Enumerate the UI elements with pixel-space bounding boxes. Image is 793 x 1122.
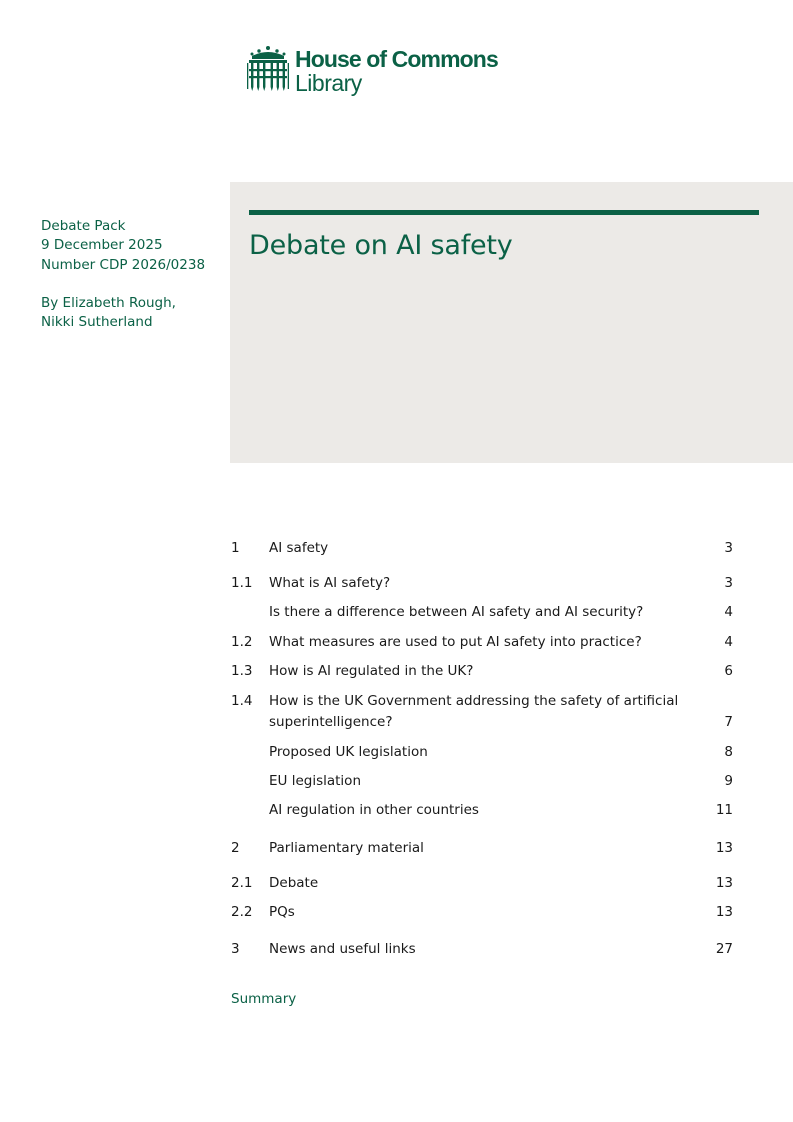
title-panel: [230, 182, 793, 463]
toc-label: AI safety: [269, 540, 329, 556]
toc-label: Parliamentary material: [269, 840, 424, 856]
toc-label: EU legislation: [269, 773, 361, 789]
toc-number: 1.4: [231, 693, 253, 709]
toc-number: 1.3: [231, 663, 253, 679]
toc-page: 13: [715, 840, 733, 856]
toc-page: 4: [724, 604, 733, 620]
toc-label: AI regulation in other countries: [269, 802, 479, 818]
toc-page: 9: [724, 773, 733, 789]
toc-number: 2.1: [231, 875, 253, 891]
logo-wordmark-line2: Library: [295, 70, 362, 96]
toc-label: Proposed UK legislation: [269, 744, 428, 760]
toc-number: 3: [231, 941, 240, 957]
page-title: Debate on AI safety: [249, 230, 513, 261]
toc-label: PQs: [269, 904, 295, 920]
logo-wordmark-line1: House of Commons: [295, 46, 498, 72]
document-number: Number CDP 2026/0238: [41, 256, 206, 273]
document-meta: [41, 217, 205, 332]
toc-page: 8: [724, 744, 733, 760]
toc-number: 1: [231, 540, 240, 556]
toc-label: How is the UK Government addressing the safety of artificial superintelligence?: [269, 693, 679, 730]
toc-page: 13: [715, 904, 733, 920]
toc-page: 4: [724, 634, 733, 650]
summary-link[interactable]: Summary: [231, 991, 297, 1007]
toc-page: 6: [724, 663, 733, 679]
toc-page: 11: [715, 802, 733, 818]
toc-label: What is AI safety?: [269, 575, 391, 591]
toc-number: 2.2: [231, 904, 253, 920]
title-rule: [249, 210, 759, 215]
toc-label: Debate: [269, 875, 319, 891]
document-date: 9 December 2025: [41, 237, 163, 254]
authors-line1: By Elizabeth Rough,: [41, 294, 176, 311]
toc-page: 7: [724, 714, 733, 730]
toc-number: 2: [231, 840, 240, 856]
document-type: Debate Pack: [41, 218, 126, 234]
toc-number: 1.2: [231, 634, 253, 650]
toc-label: Is there a difference between AI safety and AI security?: [269, 604, 644, 620]
toc-label: News and useful links: [269, 941, 416, 957]
authors-line2: Nikki Sutherland: [41, 314, 153, 331]
toc-page: 27: [715, 941, 733, 957]
toc-page: 3: [724, 575, 733, 591]
library-logo: [247, 45, 507, 97]
toc-number: 1.1: [231, 575, 253, 591]
toc-label: What measures are used to put AI safety into practice?: [269, 634, 642, 650]
toc-page: 3: [724, 540, 733, 556]
toc-page: 13: [715, 875, 733, 891]
portcullis-icon: [247, 45, 289, 93]
toc-label: How is AI regulated in the UK?: [269, 663, 474, 679]
